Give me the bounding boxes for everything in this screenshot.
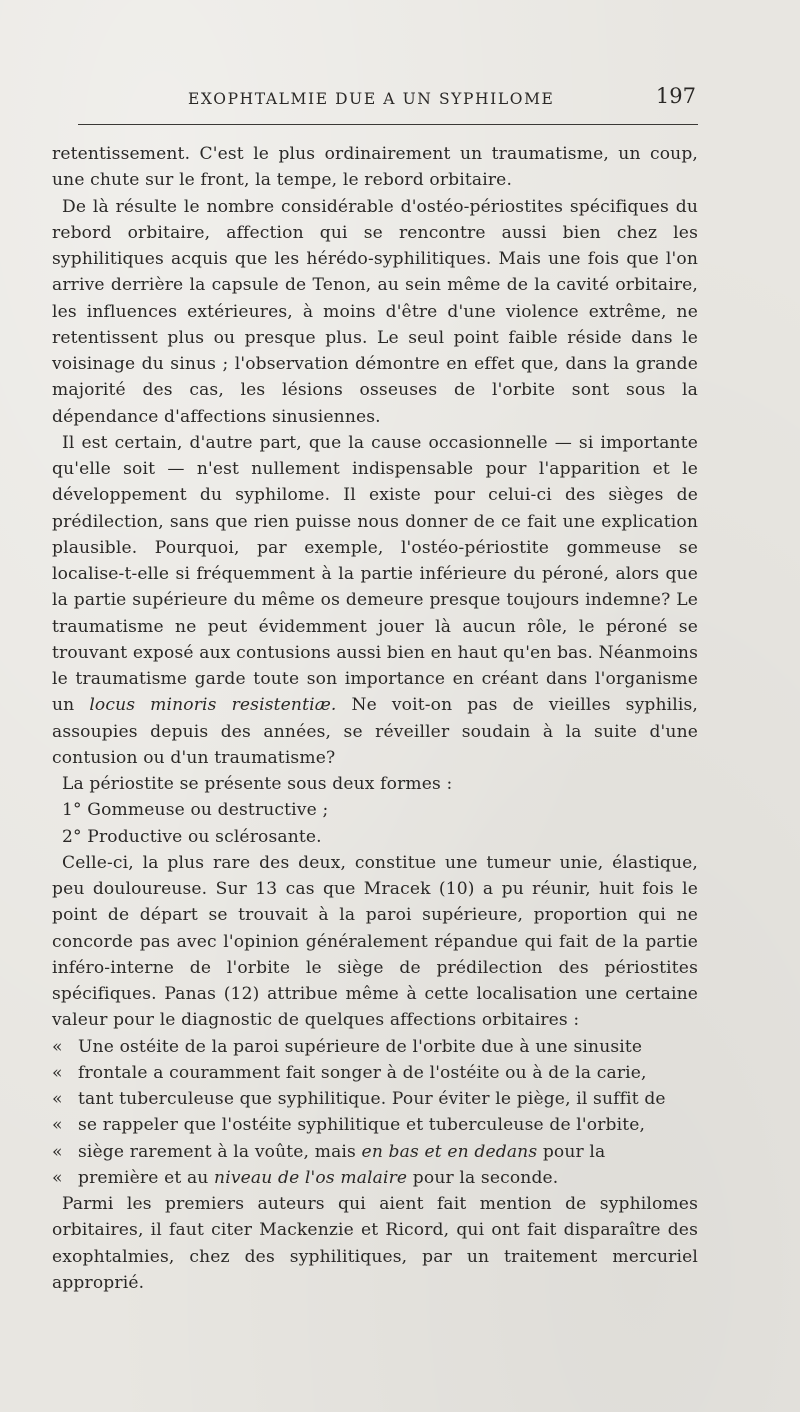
quote-line-text-b: pour la seconde. (407, 1167, 559, 1188)
quote-mark: « (52, 1089, 63, 1109)
quote-line-text: tant tuberculeuse que syphilitique. Pour éviter le piège, il suffit de (78, 1089, 666, 1109)
list-item-2: 2° Productive ou sclérosante. (62, 826, 322, 847)
quote-mark: « (52, 1036, 63, 1057)
quote-line-6 (52, 1165, 698, 1191)
quote-line-text-b: pour la (537, 1141, 606, 1162)
quote-mark: « (52, 1062, 63, 1083)
paragraph-2: De là résulte le nombre considérable d'ostéo-périostites spécifiques du rebord orbitaire, affection qui se rencontre aussi bien chez les syphilitiques acquis que les hérédo-syphilitiques. Mais une fois que l'on arrive derrière la capsule de Tenon, au sein même de la cavité orbitaire, les influences extérieures, à moins d'être d'une violence extrême, ne retentissent plus ou presque plus. Le seul point faible réside dans le voisinage du sinus ; l'observation démontre en effet que, dans la grande majorité des cas, les lésions osseuses de l'orbite sont sous la dépendance d'affections sinusiennes. (52, 196, 698, 427)
quote-line-text: Une ostéite de la paroi supérieure de l'orbite due à une sinusite (78, 1036, 643, 1057)
quote-line-text: se rappeler que l'ostéite syphilitique et tuberculeuse de l'orbite, (78, 1115, 646, 1136)
quote-line-text-a: siège rarement à la voûte, mais (78, 1141, 362, 1162)
quote-line-1 (52, 1034, 698, 1060)
quote-mark: « (52, 1115, 63, 1136)
paragraph-8: Parmi les premiers auteurs qui aient fait mention de syphilomes orbitaires, il faut citer Mackenzie et Ricord, qui ont fait disparaître des exophtalmies, chez des syphilitiques, par un traitement mercuriel approprié. (52, 1194, 698, 1293)
quote-line-italic: en bas et en dedans (361, 1141, 538, 1162)
quote-line-text: frontale a couramment fait songer à de l'ostéite ou à de la carie, (78, 1062, 647, 1083)
body-text (52, 141, 698, 1296)
quote-line-4 (52, 1112, 698, 1138)
paragraph-3-text-a: Il est certain, d'autre part, que la cause occasionnelle — si importante qu'elle soit — n'est nullement indispensable pour l'apparition et le développement du syphilome. Il existe pour celui-ci des sièges de prédilection, sans que rien puisse nous donner de ce fait une explication plausible. Pourquoi, par exemple, l'ostéo-périostite gommeuse se localise-t-elle si fréquemment à la partie inférieure du péroné, alors que la partie supérieure du même os demeure presque toujours indemne? Le traumatisme ne peut évidemment jouer là aucun rôle, le péroné se trouvant exposé aux contusions aussi bien en haut qu'en bas. Néanmoins le traumatisme garde toute son importance en créant dans l'organisme un (52, 432, 698, 716)
page-header (80, 84, 700, 114)
quote-mark: « (52, 1141, 63, 1162)
quote-line-3 (52, 1086, 698, 1112)
quote-mark: « (52, 1167, 63, 1188)
list-item-1: 1° Gommeuse ou destructive ; (62, 800, 329, 821)
paragraph-3 (52, 430, 698, 771)
quote-line-italic: niveau de l'os malaire (214, 1167, 408, 1188)
header-rule (78, 124, 698, 125)
paragraph-4: La périostite se présente sous deux formes : (62, 774, 453, 794)
page-number: 197 (655, 84, 696, 108)
quote-line-2 (52, 1060, 698, 1086)
quote-line-text-a: première et au (78, 1167, 215, 1188)
quote-line-5 (52, 1139, 698, 1165)
latin-phrase: locus minoris resistentiæ. (89, 695, 337, 716)
paragraph-7: Celle-ci, la plus rare des deux, constitue une tumeur unie, élastique, peu douloureuse. Sur 13 cas que Mracek (10) a pu réunir, huit fois le point de départ se trouvait à la paroi supérieure, proportion qui ne concorde pas avec l'opinion généralement répandue qui fait de la partie inféro-interne de l'orbite le siège de prédilection des périostites spécifiques. Panas (12) attribue même à cette localisation une certaine valeur pour le diagnostic de quelques affections orbitaires : (52, 852, 698, 1031)
paragraph-1: retentissement. C'est le plus ordinairement un traumatisme, un coup, une chute sur le front, la tempe, le rebord orbitaire. (52, 144, 698, 191)
paragraph-3-text-b: Ne voit-on pas de vieilles syphilis, assoupies depuis des années, se réveiller soudain à la suite d'une contusion ou d'un traumatisme? (52, 695, 698, 768)
running-title: EXOPHTALMIE DUE A UN SYPHILOME (188, 90, 555, 108)
